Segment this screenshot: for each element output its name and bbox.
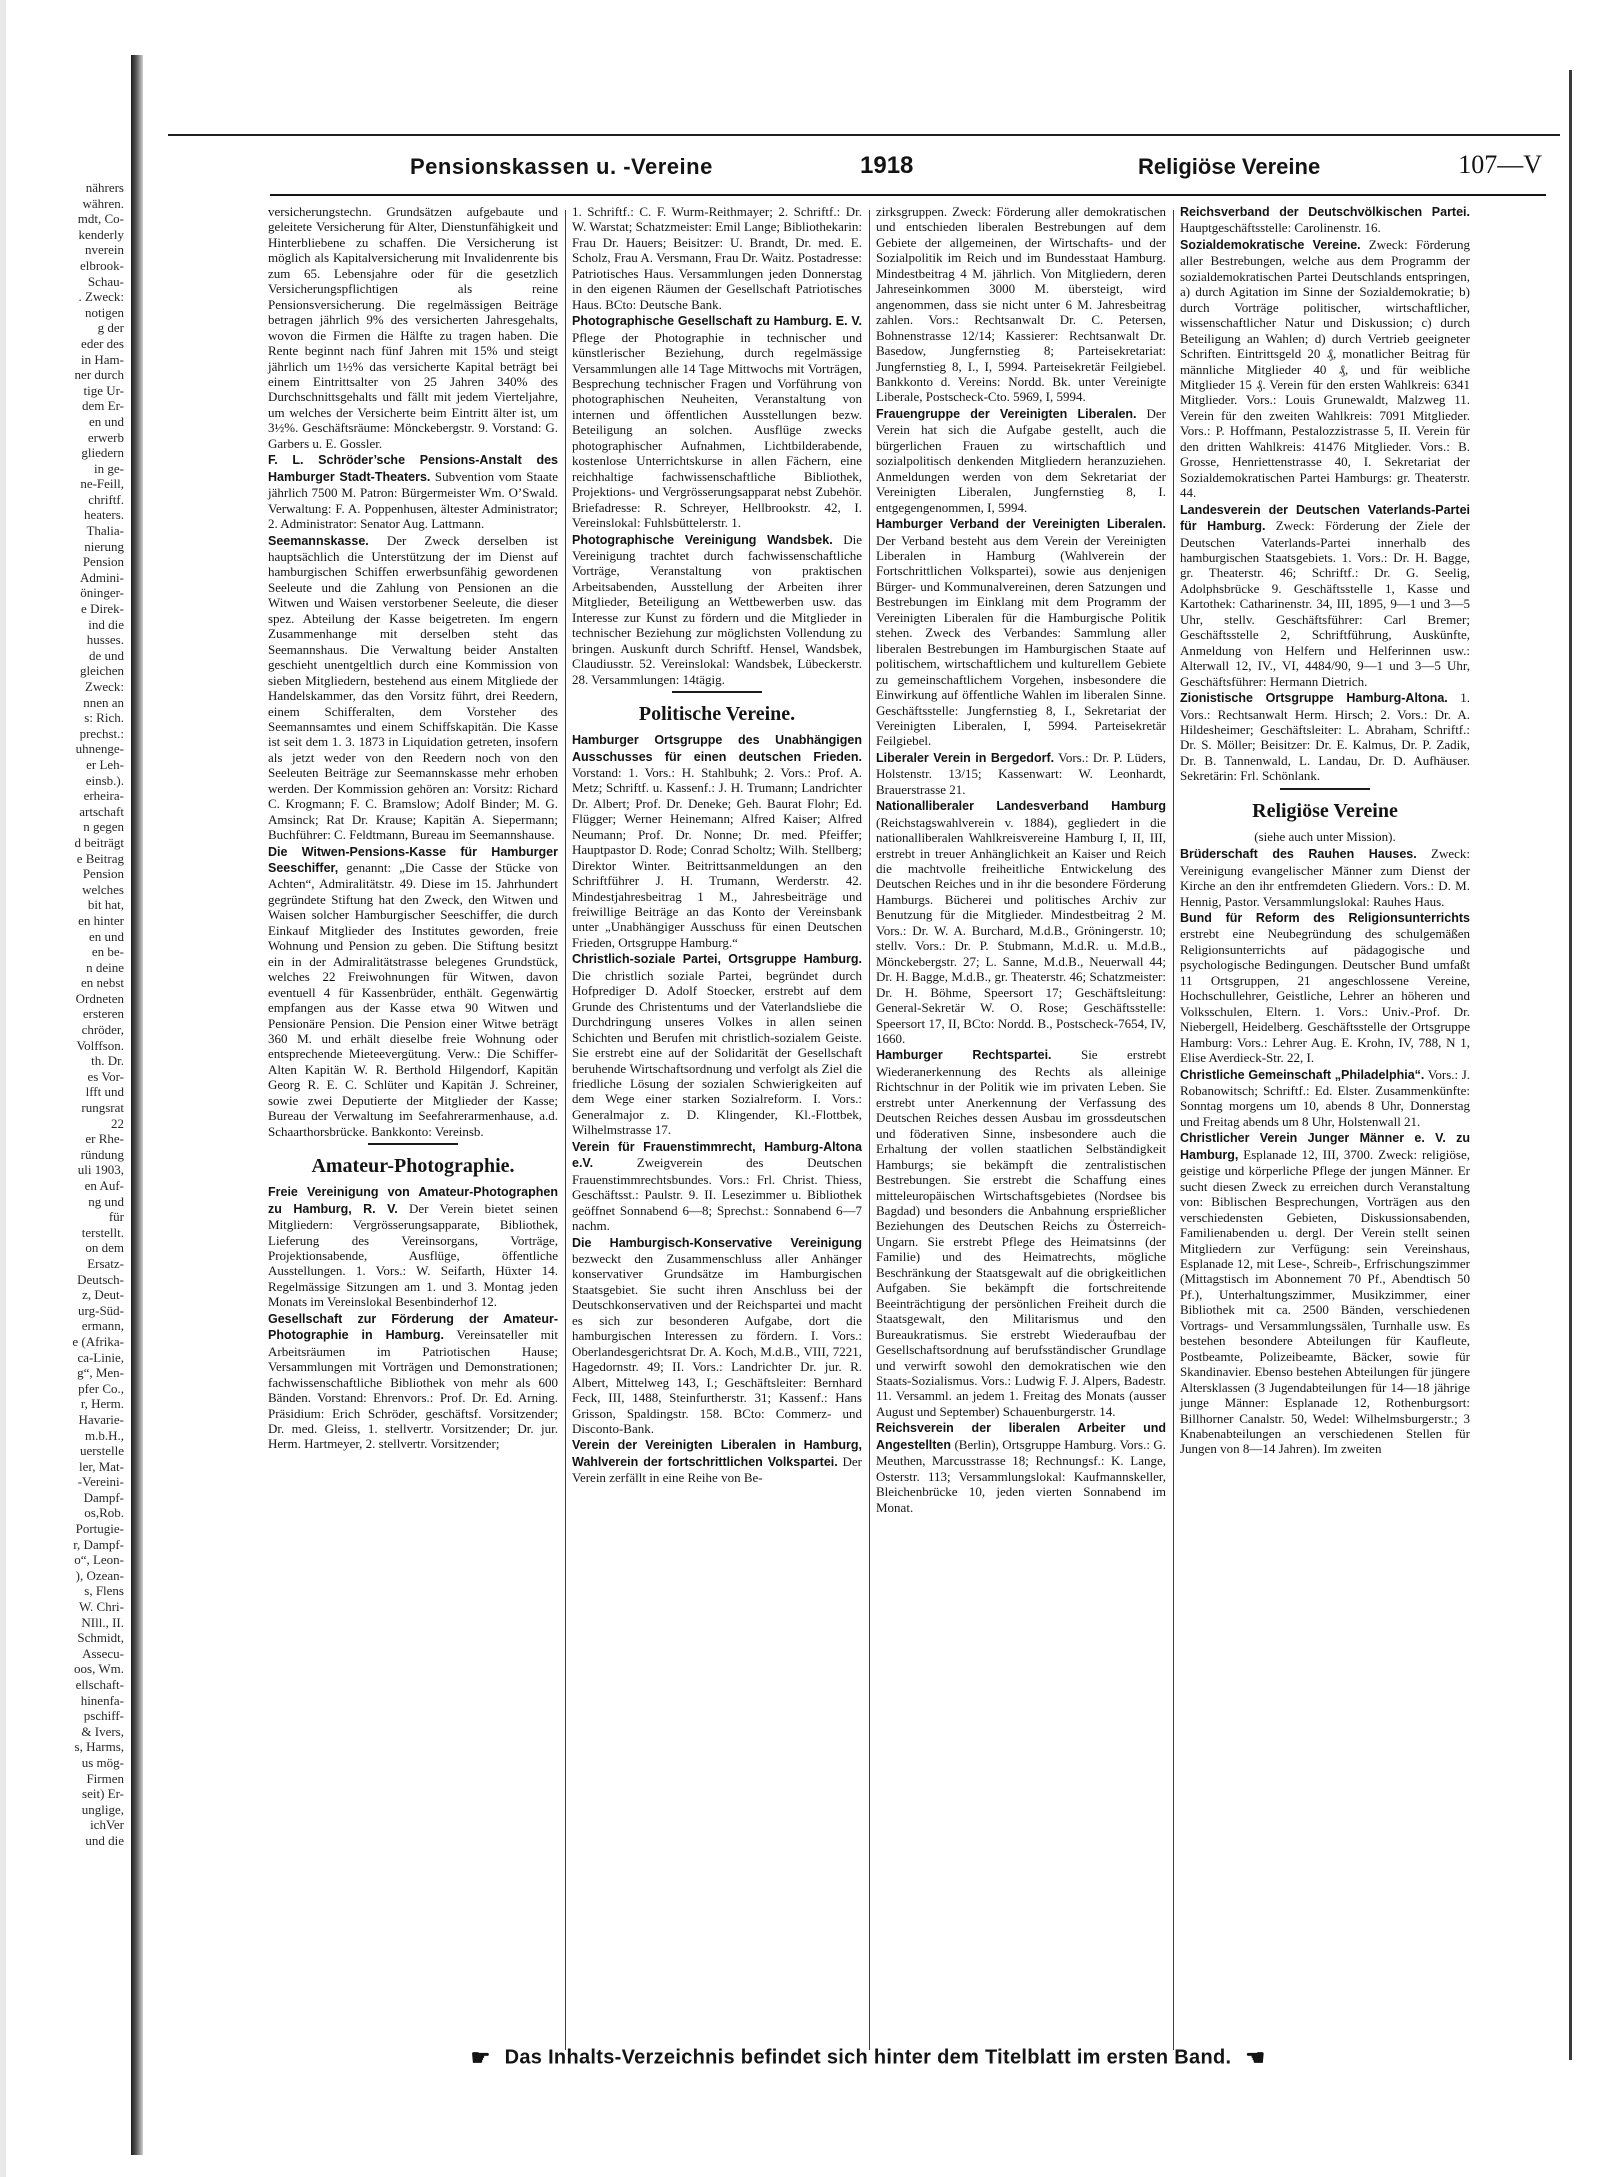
entry-text: versicherungstechn. Grundsätzen aufgebaute und geleitete Versicherung für Alter, Dienstunfähigkeit und Hinterbliebene zu schaffen. Die Versicherung ist möglich als Kapitalversicherung mit Invalidenrente bis zum 65. Lebensjahre oder für die gesetzlich Versicherungspflichtigen als reine Pensionsversicherung. Die regelmässigen Beiträge betragen jährlich 9% des versicherten Jahresgehalts, wovon die Firmen die Hälfte zu tragen haben. Die Rente beginnt nach fünf Jahren mit 15% und steigt jährlich um 1½% das versicherte Kapital beträgt bei einem Eintrittsalter von 25 Jahren 340% des Durchschnittsgehalts und fällt mit jedem Vierteljahre, um welches der Versicherte beim Eintritt älter ist, um 3½%. Geschäftsräume: Mönckebergstr. 9. Vorstand: G. Garbers u. E. Gossler. bbox=[268, 204, 558, 451]
header-rule bbox=[270, 194, 1546, 196]
prev-page-line: pfer Co., bbox=[78, 1380, 124, 1396]
prev-page-line: en hinter bbox=[78, 912, 124, 928]
entry-name: Seemannskasse. bbox=[268, 533, 369, 548]
prev-page-line: währen. bbox=[82, 195, 124, 211]
prev-page-line: notigen bbox=[85, 304, 124, 320]
prev-page-line: bit hat, bbox=[87, 897, 124, 913]
prev-page-line: erheira- bbox=[83, 788, 124, 804]
entry-text: genannt: „Die Casse der Stücke von Achten“, Admiralitätstr. 49. Diese im 15. Jahrhundert gegründete Stiftung hat den Zweck, den Witwen und Waisen solcher Hamburgischer Seeschiffer, die durch Einkauf Mitglieder des Institutes geworden, freie Wohnung und Pension zu geben. Die Stiftung besitzt ein in der Admiralitätstrasse belegenes Grundstück, welches 22 Freiwohnungen für Witwen, davon eventuell 4 für Kassenbrüder, enthält. Gegenwärtig empfangen aus der Kasse etwa 90 Witwen und Pensionäre Pension. Die Pension einer Witwe beträgt 360 M. und erhält dieselbe freie Wohnung oder entsprechende Mieteevergütung. Verw.: Die Schiffer-Alten Kapitän W. R. Berthold Hilgendorf, Kapitän Georg R. E. C. Schlüter und Kapitän J. Schreiner, sowie zwei Deputierte der Mitglieder der Kasse; Bureau der Verwaltung im Seefahrerarmenhause, a.d. Schaarthorsbrücke. Bankkonto: Vereinsb. bbox=[268, 860, 558, 1139]
directory-entry bbox=[572, 1235, 862, 1437]
entry-text: Der Verein hat sich die Aufgabe gestellt, auch die bürgerlichen Frauen zu wirtschaftlich und sozialpolitisch denkenden Mitgliedern heranzuziehen. Anmeldungen werden von dem Sekretariat der Vereinigten Liberalen, Jungfernstieg 8, I. entgegengenommen, I, 5994. bbox=[876, 405, 1166, 515]
prev-page-line: Thalia- bbox=[86, 523, 124, 539]
prev-page-line: Dampf- bbox=[83, 1489, 124, 1505]
prev-page-line: in Ham- bbox=[81, 351, 124, 367]
prev-page-line: chröder, bbox=[81, 1022, 124, 1038]
prev-page-line: en und bbox=[88, 413, 124, 429]
prev-page-line: Schmidt, bbox=[77, 1630, 124, 1646]
page-frame-top bbox=[168, 134, 1560, 136]
entry-name: Verein der Vereinigten Liberalen in Hamburg, Wahlverein der fortschrittlichen Volkspartei. bbox=[572, 1438, 862, 1469]
entry-text: Der Zweck derselben ist hauptsächlich die Unterstützung der im Dienst auf hamburgischen Schiffen erwerbsunfähig gewordenen Seeleute und die Zahlung von Pensionen an die Witwen und Waisen verstorbener Seeleute, die dieser spez. Abteilung der Kasse beigetreten. Im engern Zusammenhange mit derselben steht das Seemannshaus. Die Verwaltung beider Anstalten geschieht unentgeltlich durch eine Kommission von sieben Mitgliedern, bestehend aus einem Mitgliede der Handelskammer, das den Vorsitz führt, drei Reedern, einem Schifferalten, dem Vorsteher des Seemannsamtes und einem Schiffskapitän. Die Kasse ist seit dem 1. 3. 1873 in Liquidation getreten, insofern als jetzt weder von den Reedern noch von den Seeleuten Beiträge zur Seemannskasse mehr erhoben werden. Der Kommission gehören an: Vorsitz: Richard C. Krogmann; F. C. Bramslow; Adolf Binder; M. G. Amsinck; Rat Dr. Krause; Kapitän A. Siepermann; Buchführer: C. Feldtmann, Bureau im Seemannshause. bbox=[268, 532, 558, 843]
prev-page-line: unglige, bbox=[81, 1801, 124, 1817]
prev-page-line: Ersatz- bbox=[87, 1255, 124, 1271]
prev-page-line: e Beitrag bbox=[76, 850, 124, 866]
section-heading: Amateur-Photographie. bbox=[311, 1155, 515, 1178]
directory-entry bbox=[876, 750, 1166, 797]
section-rule bbox=[368, 1143, 458, 1145]
prev-page-line: öninger- bbox=[80, 585, 124, 601]
column-divider bbox=[565, 210, 566, 2050]
directory-entry bbox=[572, 532, 862, 688]
prev-page-line: mdt, Co- bbox=[77, 211, 124, 227]
directory-entry bbox=[876, 1420, 1166, 1515]
prev-page-line: Ordneten bbox=[75, 990, 124, 1006]
directory-entry bbox=[876, 798, 1166, 1046]
directory-entry bbox=[1180, 502, 1470, 689]
prev-page-line: n gegen bbox=[83, 819, 124, 835]
prev-page-line: Volffson. bbox=[76, 1037, 124, 1053]
prev-page-line: ersteren bbox=[82, 1006, 124, 1022]
prev-page-line: gleichen bbox=[79, 663, 124, 679]
prev-page-line: . Zweck: bbox=[78, 289, 124, 305]
entry-name: Landesverein der Deutschen Vaterlands-Partei für Hamburg. bbox=[1180, 502, 1470, 534]
prev-page-line: Schau- bbox=[87, 273, 124, 289]
prev-page-line: terstellt. bbox=[81, 1224, 124, 1240]
prev-page-line: s: Rich. bbox=[84, 710, 124, 726]
entry-name: Photographische Gesellschaft zu Hamburg. E. V. bbox=[572, 314, 862, 329]
directory-entry bbox=[1180, 204, 1470, 236]
directory-entry bbox=[268, 204, 558, 451]
page-number: 107—V bbox=[1458, 150, 1542, 179]
entry-name: Reichsverband der Deutschvölkischen Partei. bbox=[1180, 205, 1470, 219]
entry-name: Brüderschaft des Rauhen Hauses. bbox=[1180, 847, 1417, 862]
prev-page-line: er Leh- bbox=[86, 756, 124, 772]
entry-name: Die Hamburgisch-Konservative Vereinigung bbox=[572, 1235, 862, 1250]
directory-entry bbox=[572, 732, 862, 950]
entry-text: Sie erstrebt Wiederanerkennung des Rechts als alleinige Richtschnur in der Politik wie im privaten Leben. Sie erstrebt unter Anerkennung der Verfassung des Deutschen Reiches dessen Ausbau im grossdeutschen und föderativen Sinne, insbesondere auch die Erhaltung der vollen staatlichen Selbständigkeit Hamburgs; sie bekämpft die zentralistischen Bestrebungen. Sie erstrebt die Schaffung eines mitteleuropäischen Wirtschaftsgebietes (Nordsee bis Bagdad) und besonders die Anbahnung ersprießlicher Beziehungen des Deutschen Reichs zu Österreich-Ungarn. Sie erstrebt Pflege des Heimatsinns (der Familie) und des Heimatrechts, mögliche Beschränkung der Staatsgewalt auf die obrigkeitlichen Aufgaben. Sie bekämpft die fortschreitende Beeinträchtigung der persönlichen Freiheit durch die Staatsgewalt, den Militarismus und den Bureaukratismus. Sie erstrebt Wiederaufbau der Gesellschaftsordnung auf berufsständischer Grundlage und verwirft sowohl den demokratischen wie den Staats-Sozialismus. Vors.: Ludwig F. J. Alpers, Badestr. 11. Versamml. an jedem 1. Freitag des Monats (ausser August und September) Schauenburgerstr. 14. bbox=[876, 1047, 1166, 1419]
prev-page-line: artschaft bbox=[79, 803, 124, 819]
prev-page-line: W. Chri- bbox=[78, 1599, 124, 1615]
directory-entry bbox=[268, 1311, 558, 1452]
prev-page-line: prechst.: bbox=[79, 725, 124, 741]
prev-page-line: Pension bbox=[82, 866, 124, 882]
prev-page-line: ner durch bbox=[74, 367, 124, 383]
prev-page-line: Assecu- bbox=[82, 1645, 124, 1661]
prev-page-line: kenderly bbox=[78, 226, 124, 242]
section-heading: Religiöse Vereine bbox=[1252, 799, 1398, 822]
entry-name: Freie Vereinigung von Amateur-Photographen zu Hamburg, R. V. bbox=[268, 1185, 558, 1216]
prev-page-line: Deutsch- bbox=[77, 1271, 124, 1287]
directory-entry bbox=[268, 844, 558, 1140]
text-column-4 bbox=[1180, 204, 1470, 2024]
prev-page-line: einsb.). bbox=[85, 772, 124, 788]
prev-page-line: eder des bbox=[81, 335, 124, 351]
prev-page-line: es Vor- bbox=[87, 1068, 124, 1084]
prev-page-line: seit) Er- bbox=[82, 1786, 124, 1802]
entry-text: Zweck: Förderung der Ziele der Deutschen Vaterlands-Partei innerhalb des hamburgischen Staatsgebiets. 1. Vors.: Dr. H. Bagge, gr. Theaterstr. 46; Schriftf.: Dr. G. Seelig, Adolphsbrücke 9. Geschäftsstelle 1, Kasse und Kartothek: Catharinenstr. 34, III, 1895, 9—1 und 3—5 Uhr, stellv. Geschäftsführer: Carl Bremer; Geschäftsstelle 2, Schriftführung, Auskünfte, Anmeldung von Helfern und Helferinnen usw.: Alterwall 12, IV., VI, 4484/90, 9—1 und 3—5 Uhr, Geschäftsführer: Hermann Dietrich. bbox=[1180, 518, 1470, 689]
prev-page-line: und die bbox=[85, 1832, 124, 1848]
prev-page-line: ng und bbox=[88, 1193, 124, 1209]
prev-page-line: uerstelle bbox=[79, 1443, 124, 1459]
prev-page-line: ne-Feill, bbox=[80, 476, 124, 492]
column-divider bbox=[1173, 210, 1174, 2050]
entry-name: Die Witwen-Pensions-Kasse für Hamburger Seeschiffer, bbox=[268, 844, 558, 876]
entry-text: Der Verband besteht aus dem Verein der Vereinigten Liberalen in Hamburg (Wahlverein der Fortschrittlichen Volkspartei), sowie aus denjenigen Bürger- und Kommunalvereinen, deren Satzungen und Bestrebungen im Einklang mit dem Programm der Vereinigten Liberalen für die Hamburgische Politik stehen. Zweck des Verbandes: Sammlung aller liberalen Bestrebungen im Hamburgischen Staate auf politischem, wirtschaftlichem und kulturellem Gebiete zu gemeinschaftlichem Vorgehen, insbesondere die Einwirkung auf öffentliche Wahlen im liberalen Sinne. Geschäftsstelle: Jungfernstieg 8, I., Sekretariat der Vereinigten Liberalen, I, 5994. Parteisekretär Feilgiebel. bbox=[876, 532, 1166, 749]
entry-text: Die Vereinigung trachtet durch fachwissenschaftliche Vorträge, Veranstaltung von praktischen Arbeitsabenden, Ausstellung der Arbeiten ihrer Mitglieder, Beteiligung an Wettbewerben usw. das Interesse zur Kunst zu fördern und die Mitglieder in technischer Beziehung zur möglichsten Vollendung zu bringen. Auskunft durch Schriftf. Hensel, Wandsbek, Claudiusstr. 52. Vereinslokal: Wandsbek, Lübeckerstr. 28. Versammlungen: 14tägig. bbox=[572, 531, 862, 687]
prev-page-line: en nebst bbox=[81, 975, 124, 991]
prev-page-line: ründung bbox=[80, 1146, 124, 1162]
entry-name: Verein für Frauenstimmrecht, Hamburg-Altona e.V. bbox=[572, 1139, 862, 1171]
book-gutter bbox=[131, 55, 143, 2155]
prev-page-line: oos, Wm. bbox=[74, 1661, 124, 1677]
entry-name: Frauengruppe der Vereinigten Liberalen. bbox=[876, 406, 1137, 421]
entry-name: Christlich-soziale Partei, Ortsgruppe Hamburg. bbox=[572, 952, 862, 967]
prev-page-line: s, Flens bbox=[84, 1583, 124, 1599]
section-rule bbox=[672, 691, 762, 693]
section-rule bbox=[1280, 788, 1370, 790]
section-heading: Politische Vereine. bbox=[638, 703, 796, 726]
prev-page-line: e (Afrika- bbox=[72, 1333, 124, 1349]
entry-text: Subvention vom Staate jährlich 7500 M. Patron: Bürgermeister Wm. O’Swald. Verwaltung: F. A. Poppenhusen, ältester Administrator; 2. Administrator: Senator Aug. Lattmann. bbox=[268, 468, 558, 532]
entry-text: 1. Vors.: Rechtsanwalt Herm. Hirsch; 2. Vors.: Dr. A. Hildesheimer; Geschäftsleiter: L. Abraham, Schriftf.: Dr. S. Möller; Beisitzer: Dr. E. Kalmus, Dr. P. Zadik, Dr. B. Tannenwald, L. Landau, Dr. D. Aufhäuser. Sekretärin: Frl. Schönlank. bbox=[1180, 690, 1471, 784]
prev-page-line: e Direk- bbox=[81, 601, 124, 617]
prev-page-line: ellschaft- bbox=[75, 1677, 124, 1692]
entry-name: Reichsverein der liberalen Arbeiter und Angestellten bbox=[876, 1421, 1166, 1452]
directory-entry bbox=[876, 1047, 1166, 1419]
entry-name: Zionistische Ortsgruppe Hamburg-Altona. bbox=[1180, 691, 1448, 706]
directory-entry bbox=[1180, 910, 1470, 1066]
prev-page-line: Portugie- bbox=[75, 1521, 124, 1537]
directory-entry bbox=[876, 204, 1166, 405]
column-divider bbox=[869, 210, 870, 2050]
prev-page-line: ), Ozean- bbox=[75, 1567, 124, 1583]
entry-name: Gesellschaft zur Förderung der Amateur-Photographie in Hamburg. bbox=[268, 1311, 558, 1343]
entry-name: Photographische Vereinigung Wandsbek. bbox=[572, 532, 833, 547]
prev-page-line: welches bbox=[82, 881, 124, 897]
text-column-1 bbox=[268, 204, 558, 2024]
entry-name: F. L. Schröder’sche Pensions-Anstalt des Hamburger Stadt-Theaters. bbox=[268, 453, 558, 484]
prev-page-line: ca-Linie, bbox=[77, 1349, 124, 1365]
entry-text: Der Verein bietet seinen Mitgliedern: Vergrösserungsapparate, Bibliothek, Lieferung des Vereinsorgans, Vorträge, Projektionsabende, Ausflüge, öffentliche Ausstellungen. 1. Vors.: W. Seifarth, Hüxter 14. Regelmässige Sitzungen am 1. und 3. Montag jeden Monats im Vereinslokal Besenbinderhof 12. bbox=[268, 1200, 558, 1310]
prev-page-line: en be- bbox=[91, 944, 124, 960]
prev-page-line: Admini- bbox=[79, 569, 124, 585]
prev-page-line: tige Ur- bbox=[83, 382, 124, 398]
section-note: (siehe auch unter Mission). bbox=[1254, 828, 1396, 844]
prev-page-line: NIll., II. bbox=[81, 1614, 124, 1630]
directory-entry bbox=[572, 204, 862, 312]
prev-page-line: Zweck: bbox=[85, 679, 124, 694]
entry-name: Sozialdemokratische Vereine. bbox=[1180, 237, 1361, 252]
entry-text: Zweck: Vereinigung evangelischer Männer zum Dienst der Kirche an den ihr entfremdeten Gliedern. Vors.: D. M. Hennig, Pastor. Versammlungslokal: Rauhes Haus. bbox=[1180, 846, 1470, 909]
entry-name: Hamburger Rechtspartei. bbox=[876, 1048, 1052, 1063]
prev-page-line: urg-Süd- bbox=[78, 1302, 124, 1318]
prev-page-line: nnen an bbox=[83, 694, 124, 710]
entry-text: 1. Schriftf.: C. F. Wurm-Reithmayer; 2. Schriftf.: Dr. W. Warstat; Schatzmeister: Emil Lange; Bibliothekarin: Frau Dr. Hauers; Beisitzer: U. Brandt, Dr. med. E. Scholz, Frau A. Versmann, Frau Dr. Waitz. Postadresse: Patriotisches Haus. Versammlungen jeden Donnerstag in den eigenen Räumen der Gesellschaft Patriotisches Haus. BCto: Deutsche Bank. bbox=[572, 204, 862, 312]
directory-entry bbox=[1180, 1067, 1470, 1130]
entry-text: zirksgruppen. Zweck: Förderung aller demokratischen und entschieden liberalen Bestrebungen auf dem Gebiete der allgemeinen, der Wirtschafts- und der Sozialpolitik im Reich und im Bundesstaat Hamburg. Mindestbeitrag 4 M. jährlich. Von Mitgliedern, deren Jahreseinkommen 3000 M. übersteigt, wird angenommen, dass sie nicht unter 6 M. Jahresbeitrag zahlen. Vors.: Rechtsanwalt Dr. C. Petersen, Bohnenstrasse 12/14; Kassierer: Rechtsanwalt Dr. Basedow, Jungfernstieg 8; Parteisekretariat: Jungfernstieg 8, I., I, 5994. Parteisekretär Feilgiebel. Bankkonto d. Vereins: Nordd. Bk. unter Vereinigte Liberale, Postscheck-Cto. 5969, I, 5994. bbox=[876, 204, 1166, 405]
prev-page-line: lfft und bbox=[85, 1084, 124, 1100]
prev-page-line: uhnenge- bbox=[75, 741, 124, 757]
prev-page-line: dem Er- bbox=[82, 398, 124, 414]
prev-page-line: d beiträgt bbox=[74, 834, 124, 850]
footer-text: Das Inhalts-Verzeichnis befindet sich hinter dem Titelblatt im ersten Band. bbox=[504, 2046, 1232, 2069]
directory-entry bbox=[1180, 237, 1470, 501]
prev-page-line: ermann, bbox=[81, 1318, 124, 1334]
prev-page-line: nierung bbox=[84, 538, 124, 554]
directory-entry bbox=[1180, 846, 1470, 909]
pointing-hand-icon: ☛ bbox=[470, 2045, 491, 2070]
entry-text: Vorstand: 1. Vors.: H. Stahlbuhk; 2. Vors.: Prof. A. Metz; Schriftf. u. Kassenf.: J. H. Trumann; Landrichter Dr. Albert; Prof. Dr. Deneke; Geh. Baurat Flohr; Ed. Flügger; Werner Heinemann; Alfred Kaiser; Alfred Neumann; Prof. Dr. Nonne; Dr. med. Pfeiffer; Hauptpastor D. Rode; Conrad Scholtz; Wilh. Stellberg; Direktor Winter. Beitrittsanmeldungen an den Schriftführer J. H. Trumann, Werderstr. 42. Mindestjahresbeitrag 1 M., Jahresbeiträge und freiwillige Beiträge an das Konto der Vereinsbank unter „Unabhängiger Ausschuss für einen Deutschen Frieden, Ortsgruppe Hamburg.“ bbox=[572, 764, 862, 950]
entry-name: Nationalliberaler Landesverband Hamburg bbox=[876, 799, 1166, 814]
header-section-right: Religiöse Vereine bbox=[1138, 154, 1321, 179]
directory-entry bbox=[876, 516, 1166, 749]
prev-page-line: rungsrat bbox=[81, 1100, 124, 1116]
prev-page-line: pschiff- bbox=[83, 1708, 124, 1724]
prev-page-line: th. Dr. bbox=[91, 1053, 124, 1069]
entry-text: Vors.: Dr. P. Lüders, Holstenstr. 13/15; Kassenwart: W. Leonhardt, Brauerstrasse 21. bbox=[876, 749, 1166, 797]
prev-page-line: hinenfa- bbox=[80, 1692, 124, 1708]
prev-page-line: os,Rob. bbox=[84, 1505, 124, 1521]
entry-text: Zweigverein des Deutschen Frauenstimmrechtsbundes. Vors.: Frl. Christ. Thiess, Geschäftsst.: Paulstr. 9. II. Lesezimmer u. Bibliothek geöffnet Sonnabend 6—8; Sprechst.: Sonnabend 6—7 nachm. bbox=[572, 1155, 862, 1234]
prev-page-line: heaters. bbox=[83, 507, 124, 523]
prev-page-line: ichVer bbox=[90, 1817, 124, 1833]
prev-page-line: n deine bbox=[86, 959, 124, 975]
text-column-2 bbox=[572, 204, 862, 2024]
entry-name: Hamburger Ortsgruppe des Unabhängigen Ausschusses für einen deutschen Frieden. bbox=[572, 733, 862, 764]
prev-page-line: ler, Mat- bbox=[79, 1458, 124, 1474]
entry-text: (Berlin), Ortsgruppe Hamburg. Vors.: G. Meuthen, Marcusstrasse 18; Rechnungsf.: K. Lange, Osterstr. 113; Versammlungslokal: Kaufmannskeller, Bleichenbrücke 10, jeden vierten Sonnabend im Monat. bbox=[876, 1436, 1166, 1515]
directory-entry bbox=[572, 1139, 862, 1234]
prev-page-line: nverein bbox=[85, 242, 124, 258]
previous-page-fragment bbox=[0, 180, 128, 1848]
prev-page-line: -Vereini- bbox=[77, 1474, 124, 1490]
entry-text: Hauptgeschäftsstelle: Carolinenstr. 16. bbox=[1180, 220, 1381, 236]
page bbox=[168, 70, 1560, 2130]
directory-entry bbox=[572, 1437, 862, 1485]
prev-page-line: en und bbox=[88, 928, 124, 944]
entry-name: Bund für Reform des Religionsunterrichts bbox=[1180, 911, 1470, 926]
directory-entry bbox=[1180, 1130, 1470, 1457]
directory-entry bbox=[572, 313, 862, 530]
entry-text: (Reichstagswahlverein v. 1884), gegliedert in die nationalliberalen Wahlkreisvereine Hamburg I, II, III, erstrebt in treuer Anhänglichkeit an Kaiser und Reich die machtvolle freiheitliche Entwickelung des Deutschen Reiches und in ihr die besondere Förderung Hamburgs. Bücherei und politisches Archiv zur Benutzung für die Mitglieder. Mindestbeitrag 2 M. Vors.: Dr. W. A. Burchard, M.d.B., Gröningerstr. 10; stellv. Vors.: Dr. P. Stubmann, M.d.R. u. M.d.B., Mönckebergstr. 27; L. Sanne, M.d.B., Neuerwall 44; Dr. H. Bagge, M.d.B., gr. Theaterstr. 46; Schatzmeister: Dr. H. Böhme, Speersort 17; Geschäftsleitung: General-Sekretär W. O. Rose; Geschäftsstelle: Speersort 17, II, BCto: Nordd. B., Postscheck-7654, IV, 1660. bbox=[876, 814, 1166, 1047]
entry-text: Vors.: J. Robanowitsch; Schriftf.: Ed. Elster. Zusammenkünfte: Sonntag morgens um 10, abends 8 Uhr, Donnerstag und Freitag abends um 8 Uhr, Holstenwall 21. bbox=[1180, 1066, 1470, 1129]
prev-page-line: husses. bbox=[86, 632, 124, 648]
prev-page-line: & Ivers, bbox=[81, 1723, 124, 1739]
entry-text: Die christlich soziale Partei, begründet durch Hofprediger D. Adolf Stoecker, erstrebt auf dem Grunde des Christentums und der Vaterlandsliebe die Durchdringung unseres Volkes in allen seinen Schichten und Berufen mit christlich-sozialem Geiste. Sie erstrebt eine auf der Solidarität der Gesellschaft beruhende Wirtschaftsordnung und verfolgt als Ziel die friedliche Lösung der sozialen Schwierigkeiten auf dem Wege einer starken Sozialreform. I. Vors.: Generalmajor z. D. Klingender, Kl.-Flottbek, Wilhelmstrasse 17. bbox=[572, 967, 862, 1138]
prev-page-line: en Auf- bbox=[84, 1178, 124, 1193]
directory-entry bbox=[268, 452, 558, 531]
directory-entry bbox=[572, 951, 862, 1137]
prev-page-line: o“, Leon- bbox=[74, 1552, 124, 1568]
prev-page-line: ind die bbox=[88, 616, 124, 632]
page-frame-right bbox=[1569, 70, 1572, 2060]
entry-name: Liberaler Verein in Bergedorf. bbox=[876, 750, 1055, 765]
prev-page-line: Havarie- bbox=[78, 1411, 124, 1427]
prev-page-line: r, Herm. bbox=[80, 1396, 124, 1412]
prev-page-line: uli 1903, bbox=[77, 1162, 124, 1178]
directory-entry bbox=[876, 406, 1166, 515]
prev-page-line: in ge- bbox=[94, 460, 124, 476]
directory-entry bbox=[268, 1184, 558, 1310]
prev-page-line: on dem bbox=[85, 1240, 124, 1256]
running-header bbox=[168, 146, 1560, 190]
prev-page-line: er Rhe- bbox=[85, 1131, 124, 1147]
pointing-hand-icon: ☚ bbox=[1245, 2045, 1266, 2070]
prev-page-line: erwerb bbox=[87, 429, 124, 445]
entry-text: Der Verein zerfällt in eine Reihe von Be- bbox=[572, 1453, 862, 1486]
entry-text: erstrebt eine Neubegründung des schulgemäßen Religionsunterrichts auf pädagogische und psychologische Bedingungen. Deutscher Bund umfaßt 11 Ortsgruppen, 21 angeschlossene Vereine, Hochschullehrer, Geistliche, Lehrer an höheren und Volksschulen, Eltern. 1. Vors.: Univ.-Prof. Dr. Niebergell, Heidelberg. Geschäftsstelle der Ortsgruppe Hamburg: Vors.: Lehrer Aug. E. Krohn, IV, 788, N 1, Elise Averdieck-Str. 22, I. bbox=[1180, 926, 1470, 1066]
prev-page-line: s, Harms, bbox=[74, 1739, 124, 1755]
text-column-3 bbox=[876, 204, 1166, 2024]
prev-page-line: Pension bbox=[82, 554, 124, 570]
prev-page-line: 22 bbox=[111, 1115, 124, 1131]
header-year: 1918 bbox=[860, 152, 914, 179]
prev-page-line: gliedern bbox=[81, 445, 124, 461]
prev-page-line: für bbox=[108, 1209, 124, 1225]
prev-page-line: de und bbox=[88, 647, 124, 663]
entry-text: Zweck: Förderung aller Bestrebungen, welche aus dem Programm der sozialdemokratischen Partei Deutschlands entspringen, a) durch Agitation im Sinne der Sozialdemokratie; b) durch Vorträge politischer, wirtschaftlicher, wissenschaftlicher Natur und Diskussion; c) durch Beteiligung an Wahlen; d) durch Vertrieb geeigneter Schriften. Eintrittsgeld 20 ₰, monatlicher Beitrag für männliche Mitglieder 40 ₰, und für weibliche Mitglieder 15 ₰. Verein für den ersten Wahlkreis: 6341 Mitglieder. Vors.: Louis Grunewaldt, Malzweg 11. Verein für den zweiten Wahlkreis: 7091 Mitglieder. Vors.: P. Hoffmann, Pestalozzistrasse 5, II. Verein für den dritten Wahlkreis: 41476 Mitglieder. Vors.: B. Grosse, Henriettenstrasse 40, I. Sekretariat der Sozialdemokratischen Partei Hamburgs: gr. Theaterstr. 44. bbox=[1180, 236, 1470, 501]
prev-page-line: g der bbox=[97, 320, 124, 336]
prev-page-line: chriftf. bbox=[88, 491, 124, 507]
prev-page-line: nährers bbox=[85, 180, 124, 195]
prev-page-line: Firmen bbox=[86, 1770, 124, 1786]
entry-name: Christliche Gemeinschaft „Philadelphia“. bbox=[1180, 1067, 1425, 1082]
prev-page-line: elbrook- bbox=[79, 257, 124, 273]
prev-page-line: r, Dampf- bbox=[73, 1536, 124, 1552]
entry-text: Vereinsateller mit Arbeitsräumen im Patriotischen Hause; Versammlungen mit Vorträgen und Demonstrationen; fachwissenschaftliche Bibliothek von mehr als 600 Bänden. Vorstand: Ehrenvors.: Prof. Dr. Ed. Arning. Präsidium: Erich Schröder, geschäftsf. Vorsitzender; Dr. med. Gleiss, 1. stellvertr. Vorsitzender; Dr. jur. Herm. Hartmeyer, 2. stellvertr. Vorsitzender; bbox=[268, 1327, 559, 1452]
entry-text: Pflege der Photographie in technischer und künstlerischer Beziehung, durch regelmässige Versammlungen alle 14 Tage Mittwochs mit Vorträgen, Besprechung technischer Fragen und Vorführung von photographischen Neuheiten, Veranstaltung von internen und öffentlichen Ausstellungen bezw. Beteiligung an solchen. Ausflüge zwecks photographischer Aufnahmen, Lichtbilderabende, kostenlose Unterrichtskurse in allen Fächern, eine reichhaltige fachwissenschaftliche Bibliothek, Projektions- und Vergrösserungsapparat nebst Zubehör. Briefadresse: R. Schreyer, Hellbrookstr. 42, I. Vereinslokal: Fuhlsbüttelerstr. 1. bbox=[572, 329, 862, 531]
footer-notice bbox=[368, 2045, 1368, 2071]
prev-page-line: z, Deut- bbox=[82, 1287, 124, 1303]
directory-entry bbox=[1180, 690, 1470, 784]
header-section-left: Pensionskassen u. -Vereine bbox=[410, 154, 713, 179]
prev-page-line: g“, Men- bbox=[77, 1365, 124, 1381]
entry-name: Hamburger Verband der Vereinigten Liberalen. bbox=[876, 517, 1166, 532]
directory-entry bbox=[268, 533, 558, 843]
prev-page-line: m.b.H., bbox=[85, 1427, 124, 1443]
entry-name: Christlicher Verein Junger Männer e. V. zu Hamburg, bbox=[1180, 1131, 1470, 1162]
entry-text: bezweckt den Zusammenschluss aller Anhänger konservativer Grundsätze im Hamburgischen Staatsgebiet. Sie sucht ihren Anschluss bei der Deutschkonservativen und der Reichspartei und macht es sich zur besonderen Aufgabe, dort die hamburgischen Interessen zu fördern. I. Vors.: Oberlandesgerichtsrat Dr. A. Koch, M.d.B., VIII, 7221, Hagedornstr. 49; II. Vors.: Landrichter Dr. jur. R. Albert, Mittelweg 143, I.; Geschäftsleiter: Bernhard Feck, III, 1488, Steinfurtherstr. 31; Kassenf.: Hans Grisson, Spaldingstr. 158. BCto: Commerz- und Disconto-Bank. bbox=[572, 1251, 862, 1436]
prev-page-line: us mög- bbox=[81, 1754, 124, 1770]
entry-text: Esplanade 12, III, 3700. Zweck: religiöse, geistige und körperliche Pflege der jungen Männer. Er sucht diesen Zweck zu erreichen durch Veranstaltung von: Biblischen Besprechungen, Vorträgen aus den verschiedensten Gebieten, Diskussionsabenden, Familienabenden u. dergl. Der Verein stellt seinen Mitgliedern zur Verfügung: sein Vereinshaus, Esplanade 12, mit Lese-, Schreib-, Erfrischungszimmer (Mittagstisch im Abonnement 70 Pf., Abendtisch 50 Pf.), Unterhaltungszimmer, Musikzimmer, einer Bibliothek mit ca. 2500 Bänden, verschiedenen Vortrags- und Versammlungssälen, Turnhalle usw. Es bestehen besondere Abteilungen für Kaufleute, Postbeamte, Polizeibeamte, Bäcker, sowie für Skandinavier. Ebenso bestehen Abteilungen für jüngere Altersklassen (3 Jugendabteilungen für 14—18 jährige junge Männer: Esplanade 12, Rothenburgsort: Billhorner Canalstr. 50, Wedel: Wilhelmsburgerstr.; 3 Knabenabteilungen an verschiedenen Stellen für Jungen von 8—14 Jahren). Im zweiten bbox=[1180, 1146, 1470, 1457]
